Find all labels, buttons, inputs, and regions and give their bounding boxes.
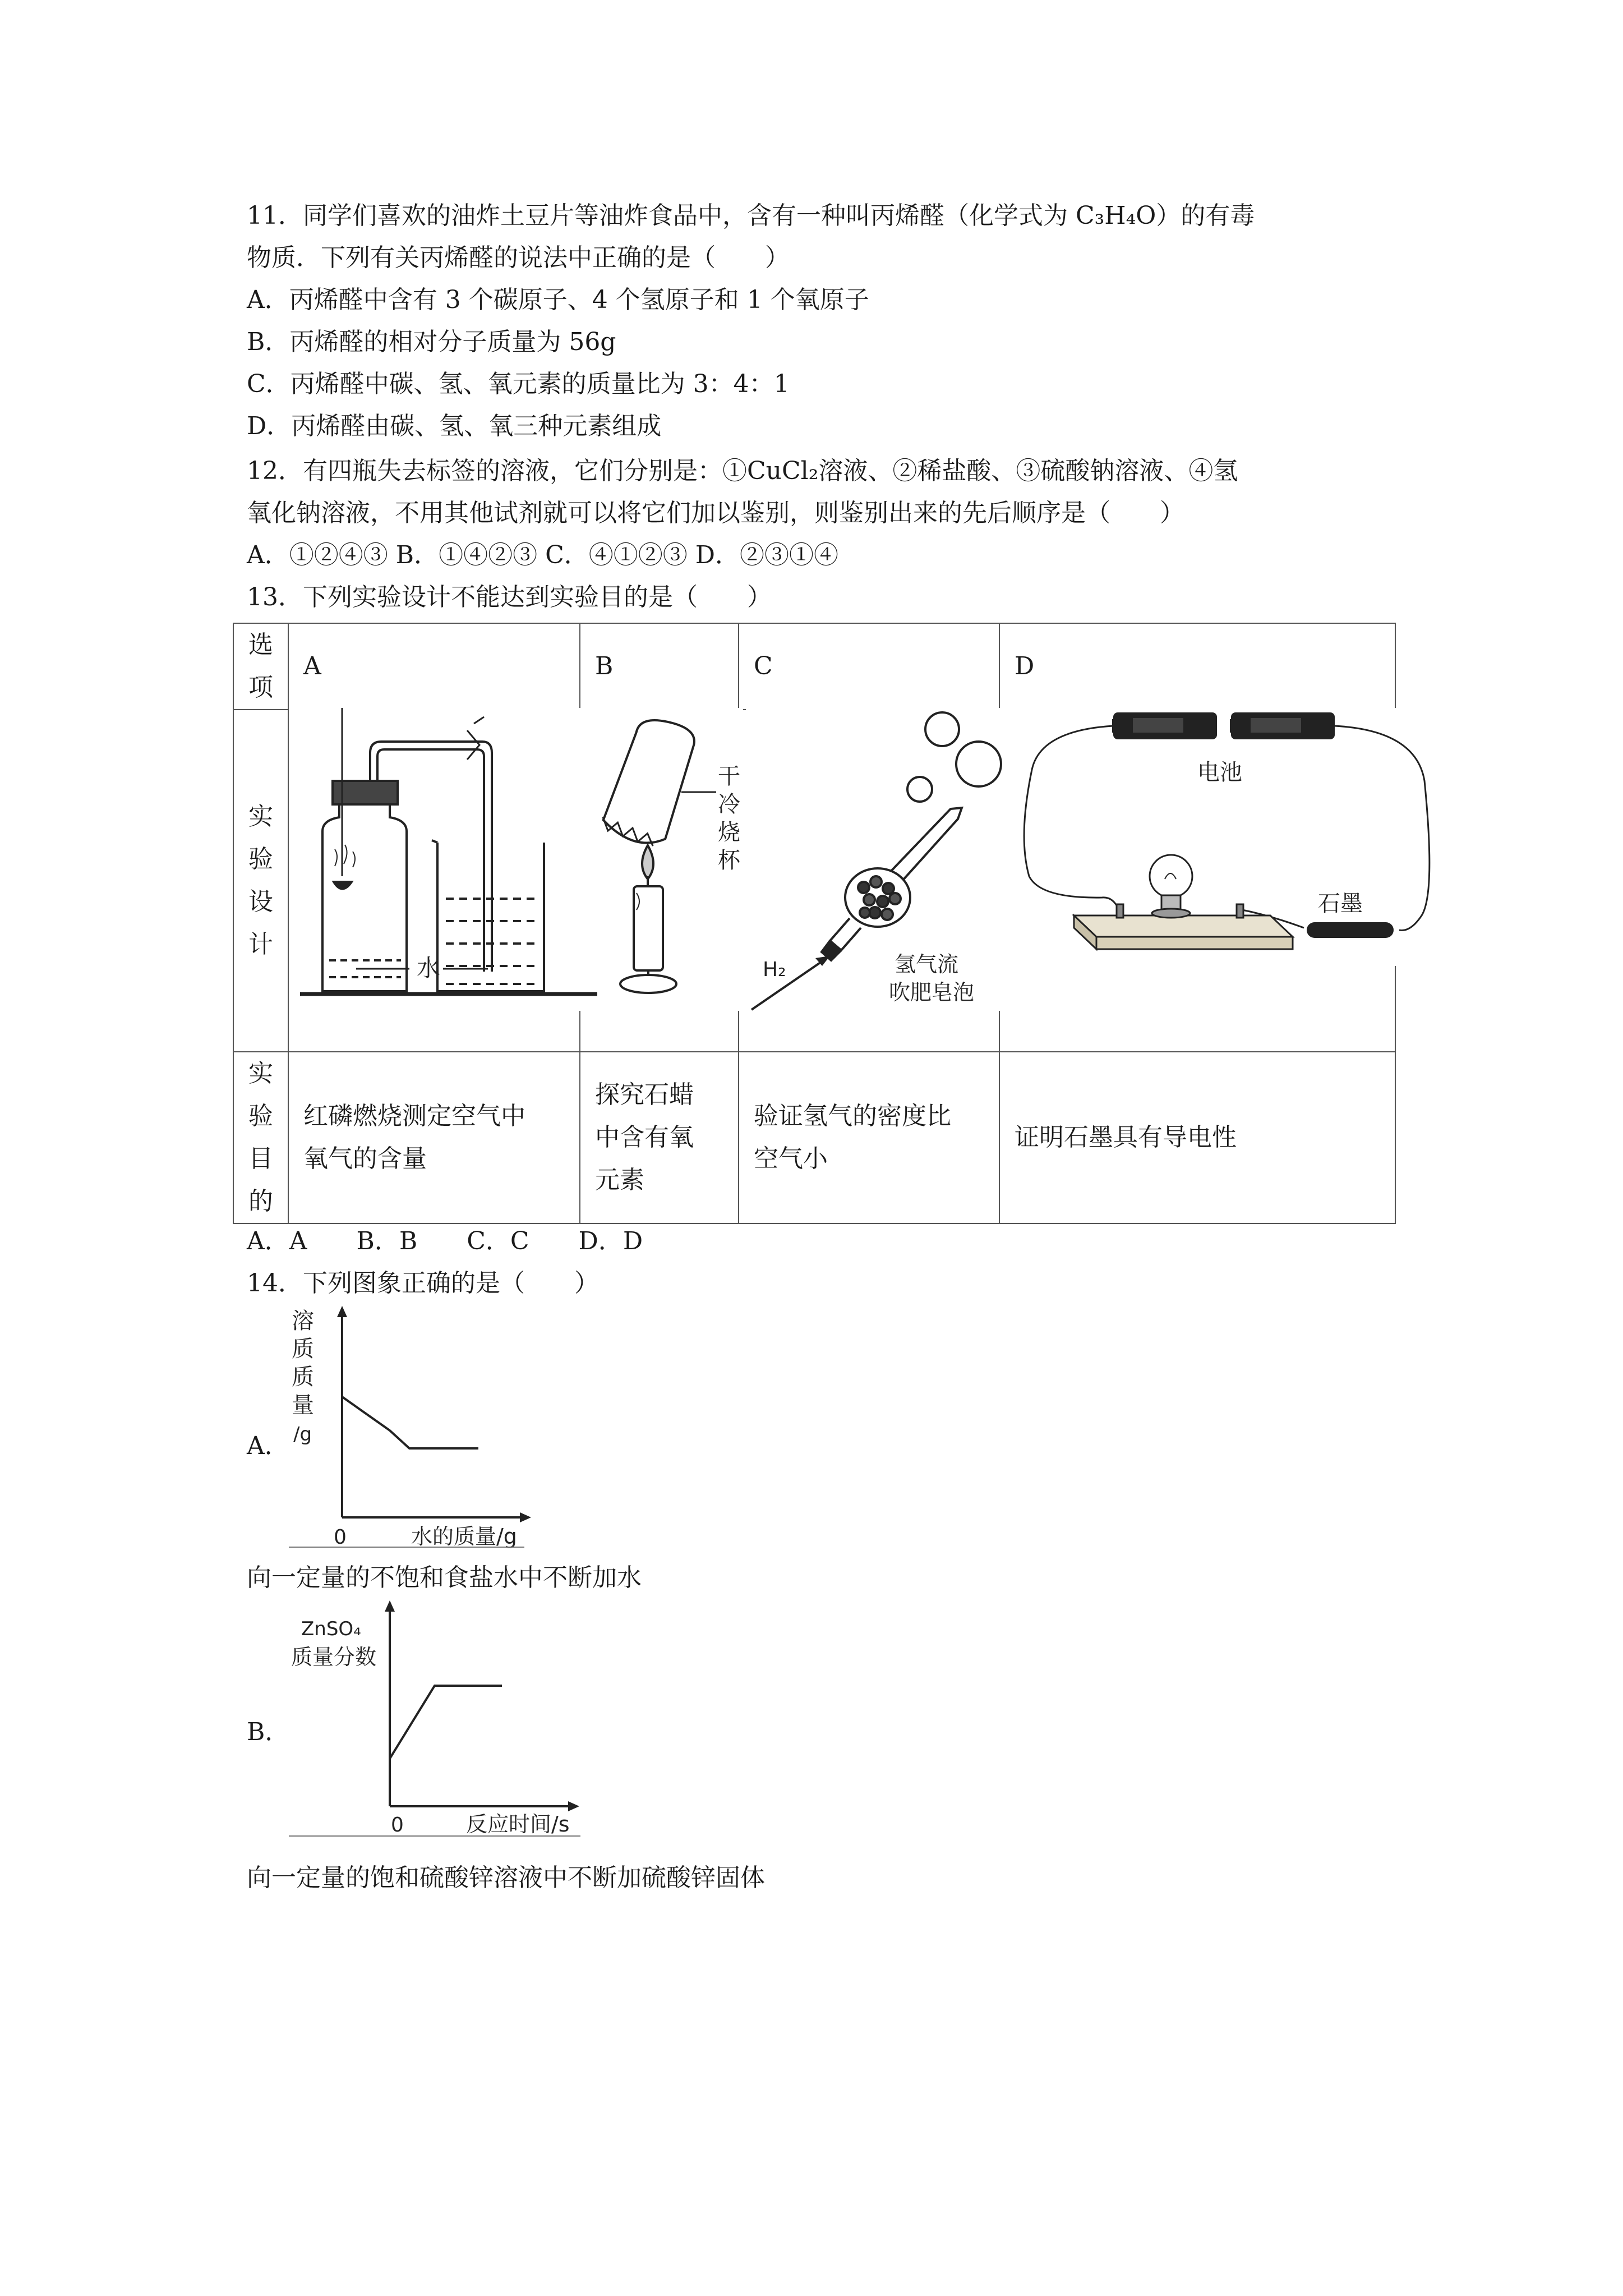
q12-options: A．①②④③ B．①④②③ C．④①②③ D．②③①④	[247, 541, 839, 569]
cold-cup	[599, 713, 697, 849]
graph-a-ylabel-1: 溶	[292, 1308, 314, 1334]
q11-option-c: C．丙烯醛中碳、氢、氧元素的质量比为 3：4：1	[247, 370, 790, 398]
soap-bubbles	[907, 712, 1001, 802]
bubble-label-1: 氢气流	[895, 952, 959, 977]
purpose-cell-c: 验证氢气的密度比 空气小	[739, 1052, 999, 1223]
battery-label: 电池	[1197, 760, 1242, 785]
graph-b-curve	[390, 1686, 502, 1759]
q14-stem: 14．下列图象正确的是（ ）	[247, 1269, 599, 1297]
table-row-options	[233, 623, 1395, 710]
q12-stem-line2: 氧化钠溶液，不用其他试剂就可以将它们加以鉴别，则鉴别出来的先后顺序是（ ）	[247, 499, 1184, 527]
q11-option-d: D．丙烯醛由碳、氢、氧三种元素组成	[247, 412, 662, 440]
cup-label-3: 烧	[718, 820, 740, 845]
graph-a	[289, 1301, 536, 1548]
cup-label-4: 杯	[718, 848, 740, 873]
cup-label-2: 冷	[718, 792, 740, 817]
row-header-option: 选 项	[233, 623, 288, 710]
row-header-design: 实 验 设 计	[233, 710, 288, 1052]
candle	[620, 845, 676, 993]
graph-b-xlabel: 反应时间/s	[466, 1812, 570, 1837]
graph-b	[289, 1596, 586, 1837]
q11-stem-line1: 11．同学们喜欢的油炸土豆片等油炸食品中，含有一种叫丙烯醛（化学式为 C₃H₄O）的有毒	[247, 201, 1255, 230]
q14-option-b-marker: B．	[247, 1718, 290, 1746]
graphite-label: 石墨	[1318, 891, 1363, 917]
q12-stem-line1: 12．有四瓶失去标签的溶液，它们分别是：①CuCl₂溶液、②稀盐酸、③硫酸钠溶液、④氢	[247, 457, 1238, 485]
graph-b-ylabel-1: ZnSO₄	[301, 1618, 361, 1640]
water-label: 水	[417, 954, 441, 982]
diagram-red-phosphorus-and-candle	[289, 708, 743, 1011]
purpose-cell-a: 红磷燃烧测定空气中 氧气的含量	[288, 1052, 580, 1223]
h2-label: H₂	[763, 958, 786, 981]
q11-stem-line2: 物质．下列有关丙烯醛的说法中正确的是（ ）	[247, 243, 790, 272]
graph-b-origin: 0	[391, 1814, 404, 1837]
bulb-board	[1074, 855, 1293, 949]
circuit-wires	[1024, 726, 1430, 930]
purpose-cell-b: 探究石蜡 中含有氧 元素	[580, 1052, 739, 1223]
diagram-graphite-circuit	[1007, 708, 1438, 966]
graph-a-ylabel-2: 质	[292, 1336, 314, 1362]
diagram-hydrogen-bubbles	[746, 708, 1009, 1011]
q13-answer-options: A．A B．B C．C D．D	[247, 1227, 643, 1255]
option-cell-a: A	[288, 623, 580, 710]
graph-b-ylabel-2: 质量分数	[291, 1645, 377, 1669]
glass-tube	[370, 717, 492, 972]
option-cell-b: B	[580, 623, 739, 710]
q14-option-b-caption: 向一定量的饱和硫酸锌溶液中不断加硫酸锌固体	[247, 1864, 765, 1892]
q11-option-b: B．丙烯醛的相对分子质量为 56g	[247, 328, 616, 356]
batteries	[1112, 712, 1335, 739]
cup-label-1: 干	[718, 763, 740, 789]
q14-option-a-marker: A．	[247, 1432, 289, 1460]
option-cell-d: D	[999, 623, 1395, 710]
graph-a-ylabel-4: 量	[292, 1392, 314, 1418]
graph-a-origin: 0	[334, 1526, 347, 1548]
bubble-pipe	[822, 808, 962, 960]
option-cell-c: C	[739, 623, 999, 710]
q11-option-a: A．丙烯醛中含有 3 个碳原子、4 个氢原子和 1 个氧原子	[247, 286, 869, 314]
graph-a-curve	[342, 1397, 478, 1448]
graph-a-xlabel: 水的质量/g	[411, 1524, 517, 1548]
q13-stem: 13．下列实验设计不能达到实验目的是（ ）	[247, 583, 772, 611]
table-row-purpose	[233, 1052, 1395, 1223]
purpose-cell-d: 证明石墨具有导电性	[999, 1052, 1395, 1223]
graph-a-ylabel-unit: /g	[293, 1423, 312, 1446]
q14-option-a-caption: 向一定量的不饱和食盐水中不断加水	[247, 1563, 642, 1592]
bubble-label-2: 吹肥皂泡	[889, 980, 975, 1005]
graph-a-ylabel-3: 质	[292, 1364, 314, 1390]
graphite-rod	[1307, 922, 1394, 938]
row-header-purpose: 实 验 目 的	[233, 1052, 288, 1223]
